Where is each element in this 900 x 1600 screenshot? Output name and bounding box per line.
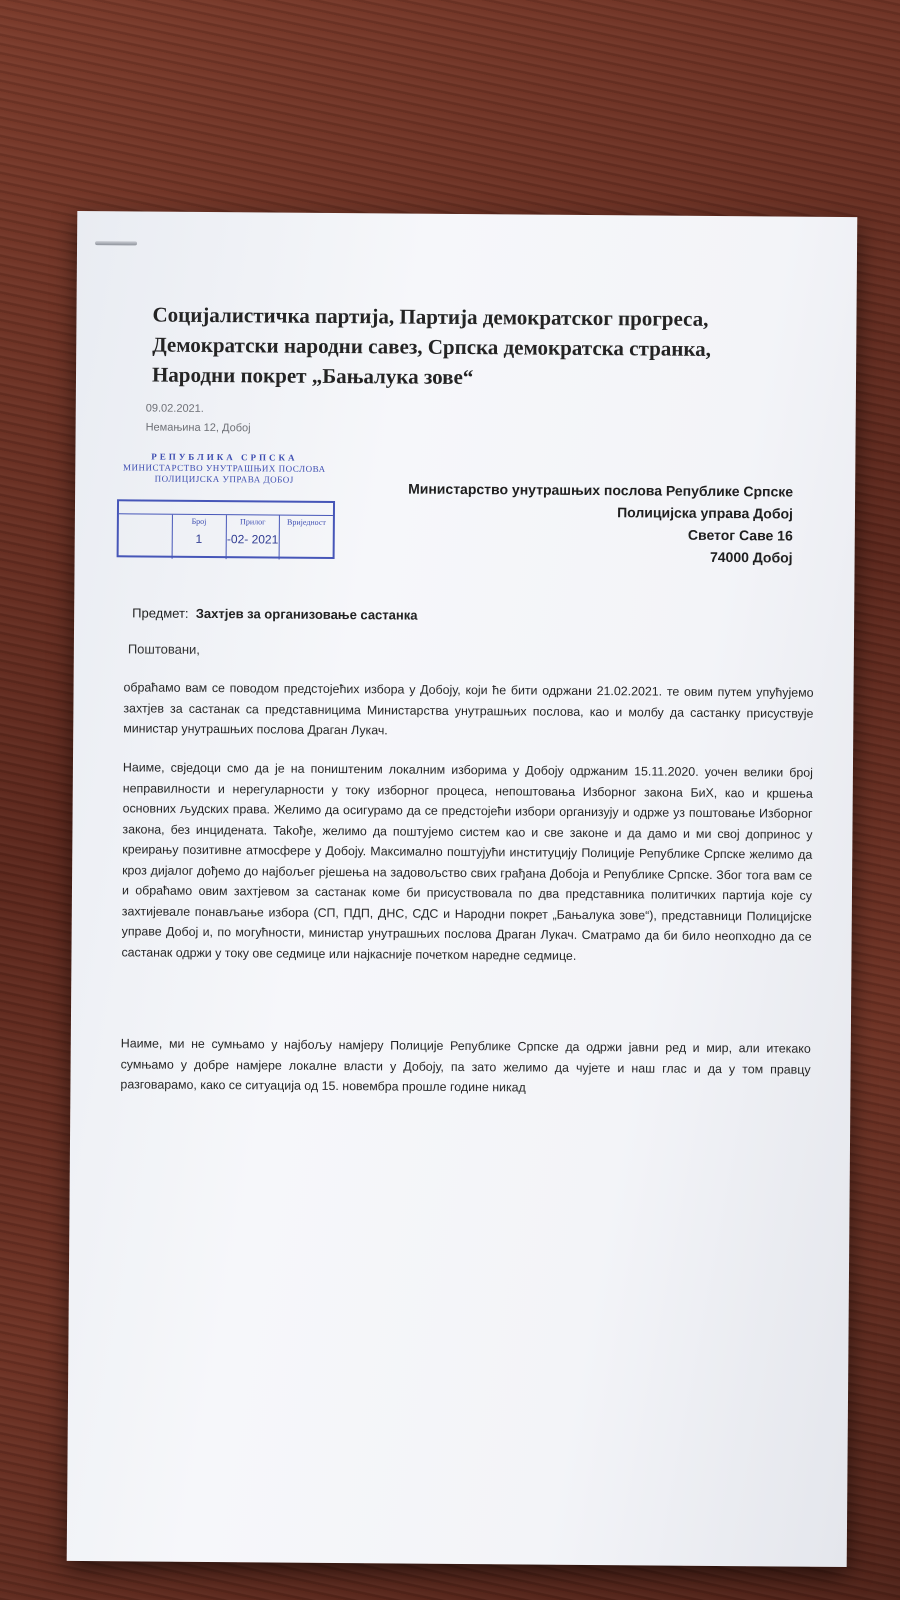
letter-paper <box>67 211 858 1567</box>
letter-meta <box>146 400 251 439</box>
body-paragraph: обраћамо вам се поводом предстојећих избора у Добоју, који ће бити одржани 21.02.2021. те овим путем упућујемо захтјев за састанак са представницима Министарства унутрашњих послова, као и молбу да састанку присуствује министар унутрашњих послова Драган Лукач. <box>123 680 814 738</box>
recipient-line: Светог Саве 16 <box>687 526 793 544</box>
stamp-cell: Вриједност <box>287 517 326 527</box>
recipient-line: Полицијска управа Добој <box>617 504 794 522</box>
subject-label: Предмет: <box>132 605 189 621</box>
greeting: Поштовани, <box>127 641 201 657</box>
stamp-cell: Прилог -02- 2021 <box>226 515 280 559</box>
stamp-cell <box>119 514 173 558</box>
letterhead-parties <box>152 300 773 395</box>
party-line: Народни покрет „Бањалука зове“ <box>151 362 474 390</box>
stamp-date: -02- 2021 <box>226 532 279 547</box>
stamp-line: РЕПУБЛИКА СРПСКА <box>151 451 298 463</box>
body-paragraph: Наиме, свједоци смо да је на поништеним локалним изборима у Добоју одржаним 15.11.2020. уочен велики број неправилности и нерегуларности у току изборног процеса, непоштовања Изборног закона БиХ, као и кршења основних људских права. Желимо да осигурамо да се предстојећи избори организују и одрже уз поштовање Изборног закона, без инцидената. Takође, желимо да поштујемо систем као и све законе и да дамо и ми свој допринос у креирању позитивне атмосфере у Добоју. Максимално поштујући институцију Полиције Републике Српске желимо да кроз дијалог дођемо до најбољег рјешења на задовољство свих грађана Добоја и Републике Српске. Због тога вам се и обраћамо овим захтјевом за састанак коме би присуствовала по два представника политичких партија које су захтијевале понављање избора (СП, ПДП, ДНС, СДС и Народни покрет „Бањалука зове“), представници Полицијске управе Добој и, по могућности, министар унутрашњих послова Драган Лукач. Сматрамо да би било неопходно да се састанак одржи у току ове седмице или најкасније почетком наредне седмице. <box>121 760 813 963</box>
stamp-line: МИНИСТАРСТВО УНУТРАШЊИХ ПОСЛОВА <box>122 462 326 474</box>
subject-line <box>132 605 417 622</box>
party-line: Демократски народни савез, Српска демократска странка, <box>152 332 712 361</box>
stamp-cells <box>119 513 333 560</box>
stamp-box <box>117 499 335 559</box>
recipient-address <box>408 478 794 569</box>
staple <box>95 241 137 245</box>
body-paragraph: Наиме, ми не сумњамо у најбољу намјеру Полиције Републике Српске да одржи јавни ред и мир, али итекако сумњамо у добре намјере локалне власти у Добоју, па зато желимо да чујете и наш глас и да у том правцу разговарамо, како се ситуација од 15. новембра прошле године никад <box>120 1036 811 1095</box>
received-stamp <box>113 451 336 563</box>
party-line: Социјалистичка партија, Партија демократског прогреса, <box>152 302 709 331</box>
recipient-line: 74000 Добој <box>709 548 793 566</box>
stamp-line: ПОЛИЦИЈСКА УПРАВА ДОБОЈ <box>154 473 294 485</box>
letter-date: 09.02.2021. <box>145 402 204 415</box>
stamp-cell: Број 1 <box>172 515 226 559</box>
subject-text: Захтјев за организовање састанка <box>195 605 418 623</box>
sender-address: Немањина 12, Добој <box>145 421 251 435</box>
stamp-handwritten-number: 1 <box>195 531 203 546</box>
recipient-line: Министарство унутрашњих послова Републике Српске <box>408 480 794 500</box>
